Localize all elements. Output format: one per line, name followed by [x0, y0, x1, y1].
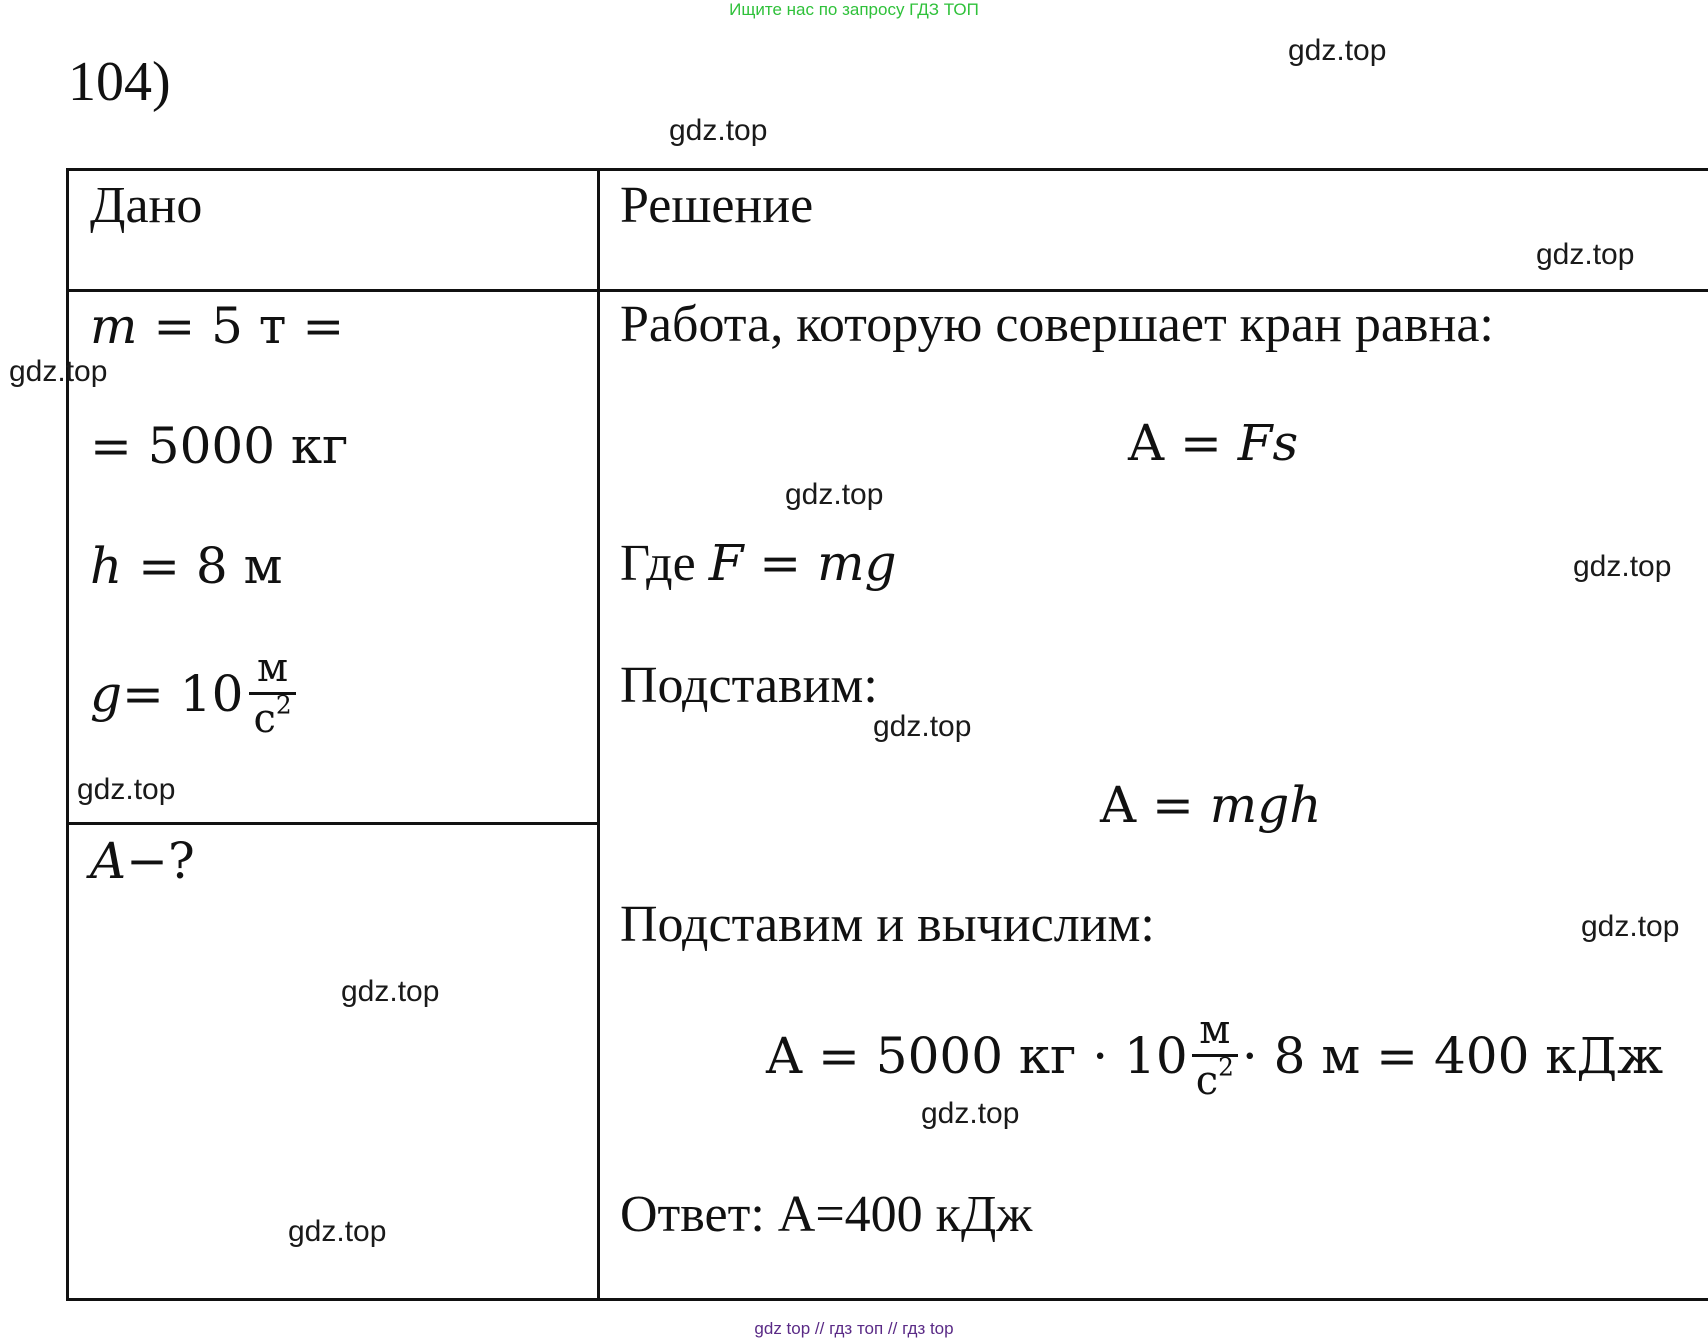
formula-work-mgh: A = mgh	[1100, 776, 1322, 834]
gravity-variable: g	[90, 664, 123, 723]
gravity-unit-fraction: $\frac{м}{с^2}$	[249, 648, 295, 739]
given-height: h = 8 м	[90, 537, 283, 595]
answer-line: Ответ: A=400 кДж	[620, 1186, 1033, 1243]
footer-links: gdz top // гдз топ // гдз top	[754, 1319, 954, 1338]
watermark: gdz.top	[873, 710, 972, 743]
given-find-divider	[66, 822, 600, 825]
watermark: gdz.top	[77, 773, 176, 806]
formula-work-fs: A = Fs	[1128, 414, 1299, 472]
find-variable: A	[90, 832, 127, 890]
watermark: gdz.top	[921, 1097, 1020, 1130]
calc-unit-fraction: $\frac{м}{с^2}$	[1192, 1010, 1238, 1101]
calculation-line: A = 5000 кг · 10 $\frac{м}{с^2}$ · 8 м = 400 кДж	[766, 1007, 1664, 1104]
substitute-label: Подставим:	[620, 657, 878, 714]
watermark: gdz.top	[785, 478, 884, 511]
table-column-divider	[597, 168, 600, 1301]
table-left-border	[66, 168, 69, 1301]
given-gravity: g = 10 $\frac{м}{с^2}$	[90, 648, 296, 739]
where-force-line: Где F = mg	[620, 534, 897, 592]
watermark: gdz.top	[1573, 550, 1672, 583]
watermark: gdz.top	[9, 355, 108, 388]
watermark: gdz.top	[1288, 34, 1387, 67]
watermark: gdz.top	[1536, 238, 1635, 271]
watermark: gdz.top	[288, 1215, 387, 1248]
substitute-compute-label: Подставим и вычислим:	[620, 896, 1155, 953]
table-header-divider	[66, 289, 1708, 292]
watermark: gdz.top	[1581, 910, 1680, 943]
solution-header: Решение	[620, 177, 814, 234]
table-bottom-border	[66, 1298, 1708, 1301]
watermark: gdz.top	[669, 114, 768, 147]
watermark: gdz.top	[341, 975, 440, 1008]
problem-number: 104)	[68, 51, 171, 113]
given-mass-line1: m = 5 т =	[90, 297, 345, 355]
table-top-border	[66, 168, 1708, 171]
height-variable: h	[90, 537, 123, 595]
find-quantity: A−?	[90, 832, 195, 890]
top-banner: Ищите нас по запросу ГДЗ ТОП	[729, 0, 979, 19]
solution-intro: Работа, которую совершает кран равна:	[620, 296, 1494, 353]
given-mass-line2: = 5000 кг	[90, 417, 349, 475]
given-header: Дано	[90, 177, 203, 234]
mass-variable: m	[90, 297, 138, 355]
